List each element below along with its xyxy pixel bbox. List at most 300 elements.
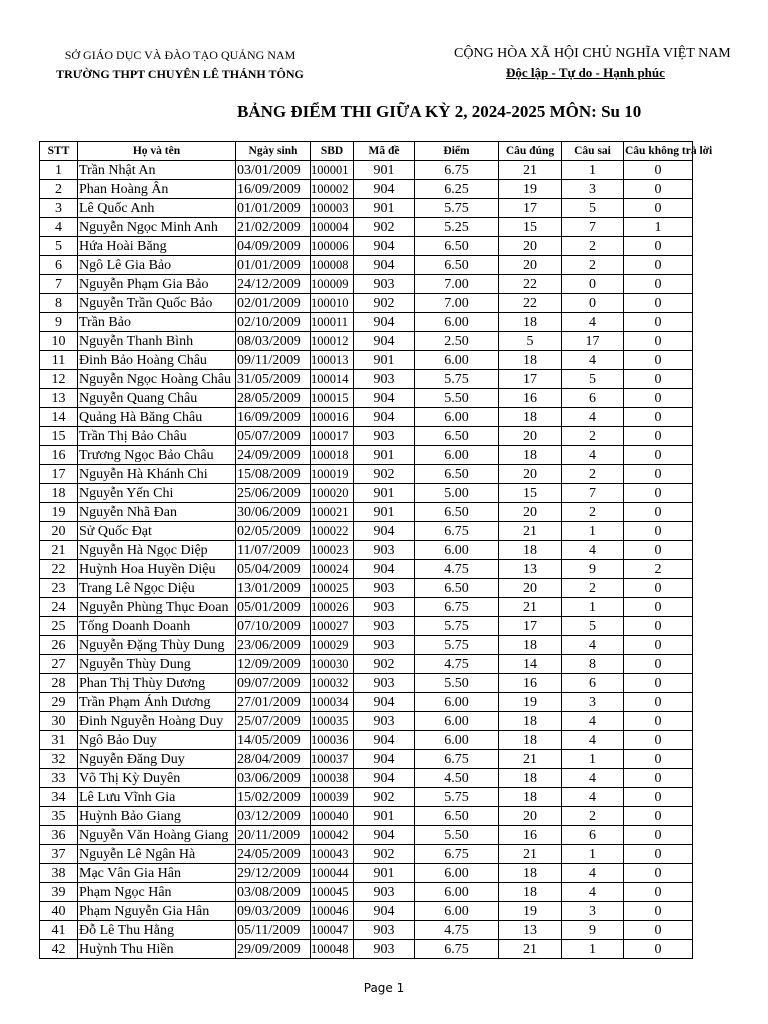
correct-count-cell: 19 — [499, 902, 562, 921]
exam-code-cell: 903 — [354, 370, 415, 389]
exam-code-cell: 904 — [354, 902, 415, 921]
col-header-correct: Câu đúng — [499, 142, 562, 161]
score-cell: 6.50 — [415, 503, 499, 522]
unanswered-count-cell: 0 — [624, 693, 693, 712]
student-name-cell: Nguyễn Phạm Gia Bảo — [78, 275, 236, 294]
score-cell: 7.00 — [415, 294, 499, 313]
correct-count-cell: 21 — [499, 522, 562, 541]
table-row — [40, 845, 693, 864]
exam-code-cell: 902 — [354, 294, 415, 313]
student-name-cell: Nguyễn Ngọc Minh Anh — [78, 218, 236, 237]
birth-date-cell: 15/02/2009 — [236, 788, 311, 807]
exam-code-cell: 901 — [354, 864, 415, 883]
table-row — [40, 256, 693, 275]
stt-cell: 16 — [40, 446, 78, 465]
candidate-number-cell: 100021 — [311, 503, 354, 522]
score-cell: 4.75 — [415, 655, 499, 674]
national-motto: Độc lập - Tự do - Hạnh phúc — [506, 65, 665, 80]
score-cell: 6.50 — [415, 579, 499, 598]
wrong-count-cell: 4 — [562, 712, 624, 731]
correct-count-cell: 20 — [499, 807, 562, 826]
wrong-count-cell: 3 — [562, 902, 624, 921]
school-name: TRƯỜNG THPT CHUYÊN LÊ THÁNH TÔNG — [56, 67, 304, 81]
correct-count-cell: 22 — [499, 294, 562, 313]
student-name-cell: Huỳnh Hoa Huyền Diệu — [78, 560, 236, 579]
birth-date-cell: 03/06/2009 — [236, 769, 311, 788]
stt-cell: 40 — [40, 902, 78, 921]
stt-cell: 32 — [40, 750, 78, 769]
score-cell: 6.75 — [415, 940, 499, 959]
stt-cell: 19 — [40, 503, 78, 522]
student-name-cell: Nguyễn Ngọc Hoàng Châu — [78, 370, 236, 389]
table-row — [40, 598, 693, 617]
exam-code-cell: 903 — [354, 275, 415, 294]
exam-code-cell: 904 — [354, 332, 415, 351]
exam-code-cell: 904 — [354, 256, 415, 275]
wrong-count-cell: 2 — [562, 427, 624, 446]
student-name-cell: Mạc Vân Gia Hân — [78, 864, 236, 883]
birth-date-cell: 11/07/2009 — [236, 541, 311, 560]
exam-code-cell: 903 — [354, 712, 415, 731]
candidate-number-cell: 100011 — [311, 313, 354, 332]
col-header-sbd: SBD — [311, 142, 354, 161]
exam-code-cell: 903 — [354, 940, 415, 959]
exam-code-cell: 904 — [354, 560, 415, 579]
table-row — [40, 294, 693, 313]
student-name-cell: Phan Thị Thùy Dương — [78, 674, 236, 693]
exam-code-cell: 903 — [354, 921, 415, 940]
birth-date-cell: 28/05/2009 — [236, 389, 311, 408]
wrong-count-cell: 3 — [562, 693, 624, 712]
student-name-cell: Ngô Bảo Duy — [78, 731, 236, 750]
unanswered-count-cell: 0 — [624, 389, 693, 408]
table-row — [40, 807, 693, 826]
birth-date-cell: 27/01/2009 — [236, 693, 311, 712]
unanswered-count-cell: 0 — [624, 522, 693, 541]
score-cell: 6.00 — [415, 693, 499, 712]
stt-cell: 20 — [40, 522, 78, 541]
candidate-number-cell: 100039 — [311, 788, 354, 807]
exam-code-cell: 904 — [354, 731, 415, 750]
correct-count-cell: 18 — [499, 313, 562, 332]
stt-cell: 22 — [40, 560, 78, 579]
exam-code-cell: 901 — [354, 484, 415, 503]
wrong-count-cell: 1 — [562, 940, 624, 959]
unanswered-count-cell: 0 — [624, 275, 693, 294]
wrong-count-cell: 4 — [562, 351, 624, 370]
unanswered-count-cell: 0 — [624, 769, 693, 788]
student-name-cell: Trần Thị Bảo Châu — [78, 427, 236, 446]
student-name-cell: Nguyễn Lê Ngân Hà — [78, 845, 236, 864]
unanswered-count-cell: 0 — [624, 237, 693, 256]
wrong-count-cell: 4 — [562, 788, 624, 807]
exam-code-cell: 904 — [354, 693, 415, 712]
national-title: CỘNG HÒA XÃ HỘI CHỦ NGHĨA VIỆT NAM — [454, 46, 731, 61]
table-row — [40, 218, 693, 237]
student-name-cell: Huỳnh Bảo Giang — [78, 807, 236, 826]
correct-count-cell: 20 — [499, 427, 562, 446]
student-name-cell: Huỳnh Thu Hiền — [78, 940, 236, 959]
wrong-count-cell: 4 — [562, 408, 624, 427]
unanswered-count-cell: 0 — [624, 864, 693, 883]
candidate-number-cell: 100023 — [311, 541, 354, 560]
unanswered-count-cell: 0 — [624, 788, 693, 807]
stt-cell: 38 — [40, 864, 78, 883]
exam-code-cell: 902 — [354, 655, 415, 674]
candidate-number-cell: 100040 — [311, 807, 354, 826]
candidate-number-cell: 100027 — [311, 617, 354, 636]
correct-count-cell: 20 — [499, 237, 562, 256]
score-cell: 7.00 — [415, 275, 499, 294]
col-header-score: Điểm — [415, 142, 499, 161]
score-cell: 5.00 — [415, 484, 499, 503]
birth-date-cell: 25/07/2009 — [236, 712, 311, 731]
birth-date-cell: 09/11/2009 — [236, 351, 311, 370]
table-row — [40, 560, 693, 579]
candidate-number-cell: 100026 — [311, 598, 354, 617]
unanswered-count-cell: 0 — [624, 826, 693, 845]
correct-count-cell: 22 — [499, 275, 562, 294]
stt-cell: 17 — [40, 465, 78, 484]
wrong-count-cell: 8 — [562, 655, 624, 674]
table-row — [40, 446, 693, 465]
student-name-cell: Nguyễn Trần Quốc Bảo — [78, 294, 236, 313]
birth-date-cell: 03/12/2009 — [236, 807, 311, 826]
unanswered-count-cell: 0 — [624, 617, 693, 636]
unanswered-count-cell: 0 — [624, 503, 693, 522]
table-row — [40, 313, 693, 332]
unanswered-count-cell: 0 — [624, 294, 693, 313]
correct-count-cell: 20 — [499, 256, 562, 275]
student-name-cell: Đinh Bảo Hoàng Châu — [78, 351, 236, 370]
candidate-number-cell: 100008 — [311, 256, 354, 275]
candidate-number-cell: 100009 — [311, 275, 354, 294]
unanswered-count-cell: 0 — [624, 750, 693, 769]
score-cell: 6.75 — [415, 161, 499, 180]
stt-cell: 39 — [40, 883, 78, 902]
student-name-cell: Trương Ngọc Bảo Châu — [78, 446, 236, 465]
candidate-number-cell: 100017 — [311, 427, 354, 446]
student-name-cell: Nguyễn Quang Châu — [78, 389, 236, 408]
table-row — [40, 826, 693, 845]
stt-cell: 26 — [40, 636, 78, 655]
stt-cell: 31 — [40, 731, 78, 750]
unanswered-count-cell: 0 — [624, 579, 693, 598]
wrong-count-cell: 4 — [562, 541, 624, 560]
stt-cell: 33 — [40, 769, 78, 788]
candidate-number-cell: 100004 — [311, 218, 354, 237]
unanswered-count-cell: 0 — [624, 408, 693, 427]
student-name-cell: Phạm Ngọc Hân — [78, 883, 236, 902]
unanswered-count-cell: 0 — [624, 845, 693, 864]
birth-date-cell: 03/01/2009 — [236, 161, 311, 180]
exam-code-cell: 903 — [354, 674, 415, 693]
score-cell: 4.50 — [415, 769, 499, 788]
wrong-count-cell: 1 — [562, 845, 624, 864]
score-cell: 5.50 — [415, 826, 499, 845]
exam-code-cell: 901 — [354, 351, 415, 370]
candidate-number-cell: 100042 — [311, 826, 354, 845]
student-name-cell: Trang Lê Ngọc Diệu — [78, 579, 236, 598]
wrong-count-cell: 9 — [562, 560, 624, 579]
student-name-cell: Phạm Nguyễn Gia Hân — [78, 902, 236, 921]
correct-count-cell: 18 — [499, 541, 562, 560]
correct-count-cell: 18 — [499, 864, 562, 883]
table-row — [40, 465, 693, 484]
student-name-cell: Nguyễn Đăng Duy — [78, 750, 236, 769]
stt-cell: 15 — [40, 427, 78, 446]
score-cell: 4.75 — [415, 560, 499, 579]
score-cell: 5.50 — [415, 674, 499, 693]
candidate-number-cell: 100022 — [311, 522, 354, 541]
table-row — [40, 332, 693, 351]
birth-date-cell: 03/08/2009 — [236, 883, 311, 902]
birth-date-cell: 31/05/2009 — [236, 370, 311, 389]
table-row — [40, 161, 693, 180]
birth-date-cell: 23/06/2009 — [236, 636, 311, 655]
unanswered-count-cell: 0 — [624, 921, 693, 940]
birth-date-cell: 16/09/2009 — [236, 408, 311, 427]
student-name-cell: Nguyễn Thùy Dung — [78, 655, 236, 674]
score-cell: 6.00 — [415, 541, 499, 560]
candidate-number-cell: 100035 — [311, 712, 354, 731]
score-cell: 6.00 — [415, 731, 499, 750]
exam-code-cell: 901 — [354, 503, 415, 522]
birth-date-cell: 21/02/2009 — [236, 218, 311, 237]
exam-code-cell: 903 — [354, 427, 415, 446]
wrong-count-cell: 6 — [562, 674, 624, 693]
col-header-unanswered: Câu không trả lời — [624, 142, 693, 161]
wrong-count-cell: 17 — [562, 332, 624, 351]
correct-count-cell: 21 — [499, 940, 562, 959]
correct-count-cell: 15 — [499, 218, 562, 237]
birth-date-cell: 29/09/2009 — [236, 940, 311, 959]
stt-cell: 25 — [40, 617, 78, 636]
birth-date-cell: 09/07/2009 — [236, 674, 311, 693]
score-cell: 5.50 — [415, 389, 499, 408]
stt-cell: 24 — [40, 598, 78, 617]
exam-code-cell: 902 — [354, 218, 415, 237]
correct-count-cell: 18 — [499, 712, 562, 731]
table-row — [40, 275, 693, 294]
table-row — [40, 617, 693, 636]
table-row — [40, 351, 693, 370]
correct-count-cell: 5 — [499, 332, 562, 351]
unanswered-count-cell: 0 — [624, 351, 693, 370]
score-table-body — [40, 161, 693, 959]
birth-date-cell: 04/09/2009 — [236, 237, 311, 256]
candidate-number-cell: 100036 — [311, 731, 354, 750]
exam-code-cell: 903 — [354, 598, 415, 617]
birth-date-cell: 05/07/2009 — [236, 427, 311, 446]
document-title: BẢNG ĐIỂM THI GIỮA KỲ 2, 2024-2025 MÔN: Su 10 — [237, 102, 642, 121]
col-header-dob: Ngày sinh — [236, 142, 311, 161]
unanswered-count-cell: 0 — [624, 674, 693, 693]
stt-cell: 41 — [40, 921, 78, 940]
table-row — [40, 731, 693, 750]
score-cell: 2.50 — [415, 332, 499, 351]
table-row — [40, 484, 693, 503]
score-cell: 6.00 — [415, 446, 499, 465]
birth-date-cell: 30/06/2009 — [236, 503, 311, 522]
stt-cell: 4 — [40, 218, 78, 237]
exam-code-cell: 903 — [354, 636, 415, 655]
table-row — [40, 370, 693, 389]
score-cell: 6.50 — [415, 807, 499, 826]
wrong-count-cell: 2 — [562, 807, 624, 826]
stt-cell: 10 — [40, 332, 78, 351]
stt-cell: 23 — [40, 579, 78, 598]
unanswered-count-cell: 0 — [624, 712, 693, 731]
candidate-number-cell: 100032 — [311, 674, 354, 693]
candidate-number-cell: 100043 — [311, 845, 354, 864]
unanswered-count-cell: 0 — [624, 161, 693, 180]
student-name-cell: Trần Nhật An — [78, 161, 236, 180]
table-row — [40, 940, 693, 959]
score-cell: 6.00 — [415, 351, 499, 370]
birth-date-cell: 28/04/2009 — [236, 750, 311, 769]
table-row — [40, 693, 693, 712]
wrong-count-cell: 1 — [562, 522, 624, 541]
score-cell: 6.00 — [415, 902, 499, 921]
exam-code-cell: 901 — [354, 161, 415, 180]
birth-date-cell: 07/10/2009 — [236, 617, 311, 636]
birth-date-cell: 02/01/2009 — [236, 294, 311, 313]
student-name-cell: Nguyễn Hà Ngọc Diệp — [78, 541, 236, 560]
score-cell: 6.75 — [415, 598, 499, 617]
correct-count-cell: 15 — [499, 484, 562, 503]
candidate-number-cell: 100045 — [311, 883, 354, 902]
stt-cell: 28 — [40, 674, 78, 693]
wrong-count-cell: 3 — [562, 180, 624, 199]
stt-cell: 5 — [40, 237, 78, 256]
student-name-cell: Quảng Hà Băng Châu — [78, 408, 236, 427]
unanswered-count-cell: 0 — [624, 636, 693, 655]
col-header-exam-code: Mã đề — [354, 142, 415, 161]
table-row — [40, 237, 693, 256]
stt-cell: 11 — [40, 351, 78, 370]
candidate-number-cell: 100044 — [311, 864, 354, 883]
stt-cell: 35 — [40, 807, 78, 826]
unanswered-count-cell: 0 — [624, 427, 693, 446]
candidate-number-cell: 100002 — [311, 180, 354, 199]
birth-date-cell: 24/12/2009 — [236, 275, 311, 294]
birth-date-cell: 20/11/2009 — [236, 826, 311, 845]
table-row — [40, 180, 693, 199]
exam-code-cell: 904 — [354, 180, 415, 199]
table-row — [40, 541, 693, 560]
student-name-cell: Nguyễn Nhã Đan — [78, 503, 236, 522]
exam-code-cell: 903 — [354, 541, 415, 560]
birth-date-cell: 25/06/2009 — [236, 484, 311, 503]
correct-count-cell: 18 — [499, 769, 562, 788]
candidate-number-cell: 100019 — [311, 465, 354, 484]
correct-count-cell: 19 — [499, 180, 562, 199]
unanswered-count-cell: 0 — [624, 731, 693, 750]
table-row — [40, 750, 693, 769]
score-cell: 6.00 — [415, 712, 499, 731]
student-name-cell: Đinh Nguyễn Hoàng Duy — [78, 712, 236, 731]
stt-cell: 37 — [40, 845, 78, 864]
stt-cell: 1 — [40, 161, 78, 180]
unanswered-count-cell: 0 — [624, 883, 693, 902]
score-cell: 6.50 — [415, 427, 499, 446]
birth-date-cell: 01/01/2009 — [236, 199, 311, 218]
stt-cell: 3 — [40, 199, 78, 218]
unanswered-count-cell: 0 — [624, 940, 693, 959]
table-row — [40, 788, 693, 807]
table-row — [40, 902, 693, 921]
correct-count-cell: 21 — [499, 161, 562, 180]
exam-code-cell: 903 — [354, 617, 415, 636]
wrong-count-cell: 2 — [562, 465, 624, 484]
birth-date-cell: 16/09/2009 — [236, 180, 311, 199]
wrong-count-cell: 4 — [562, 883, 624, 902]
wrong-count-cell: 1 — [562, 750, 624, 769]
score-cell: 6.50 — [415, 465, 499, 484]
table-row — [40, 921, 693, 940]
birth-date-cell: 09/03/2009 — [236, 902, 311, 921]
stt-cell: 21 — [40, 541, 78, 560]
issuing-authority — [40, 46, 320, 84]
candidate-number-cell: 100014 — [311, 370, 354, 389]
unanswered-count-cell: 0 — [624, 180, 693, 199]
correct-count-cell: 21 — [499, 845, 562, 864]
stt-cell: 34 — [40, 788, 78, 807]
candidate-number-cell: 100003 — [311, 199, 354, 218]
col-header-wrong: Câu sai — [562, 142, 624, 161]
exam-code-cell: 904 — [354, 750, 415, 769]
exam-code-cell: 904 — [354, 237, 415, 256]
stt-cell: 27 — [40, 655, 78, 674]
exam-code-cell: 903 — [354, 579, 415, 598]
correct-count-cell: 18 — [499, 408, 562, 427]
candidate-number-cell: 100038 — [311, 769, 354, 788]
unanswered-count-cell: 0 — [624, 332, 693, 351]
birth-date-cell: 08/03/2009 — [236, 332, 311, 351]
candidate-number-cell: 100010 — [311, 294, 354, 313]
unanswered-count-cell: 0 — [624, 902, 693, 921]
table-row — [40, 636, 693, 655]
student-name-cell: Lê Quốc Anh — [78, 199, 236, 218]
exam-code-cell: 904 — [354, 826, 415, 845]
birth-date-cell: 24/09/2009 — [236, 446, 311, 465]
table-row — [40, 503, 693, 522]
wrong-count-cell: 4 — [562, 313, 624, 332]
score-cell: 5.75 — [415, 199, 499, 218]
table-row — [40, 522, 693, 541]
candidate-number-cell: 100015 — [311, 389, 354, 408]
unanswered-count-cell: 0 — [624, 465, 693, 484]
birth-date-cell: 15/08/2009 — [236, 465, 311, 484]
stt-cell: 42 — [40, 940, 78, 959]
stt-cell: 14 — [40, 408, 78, 427]
birth-date-cell: 02/05/2009 — [236, 522, 311, 541]
table-row — [40, 883, 693, 902]
wrong-count-cell: 4 — [562, 864, 624, 883]
stt-cell: 7 — [40, 275, 78, 294]
wrong-count-cell: 2 — [562, 503, 624, 522]
score-cell: 5.75 — [415, 636, 499, 655]
wrong-count-cell: 6 — [562, 826, 624, 845]
page-number: Page 1 — [363, 981, 405, 995]
candidate-number-cell: 100025 — [311, 579, 354, 598]
exam-code-cell: 901 — [354, 199, 415, 218]
candidate-number-cell: 100006 — [311, 237, 354, 256]
exam-code-cell: 904 — [354, 313, 415, 332]
correct-count-cell: 20 — [499, 579, 562, 598]
unanswered-count-cell: 0 — [624, 541, 693, 560]
